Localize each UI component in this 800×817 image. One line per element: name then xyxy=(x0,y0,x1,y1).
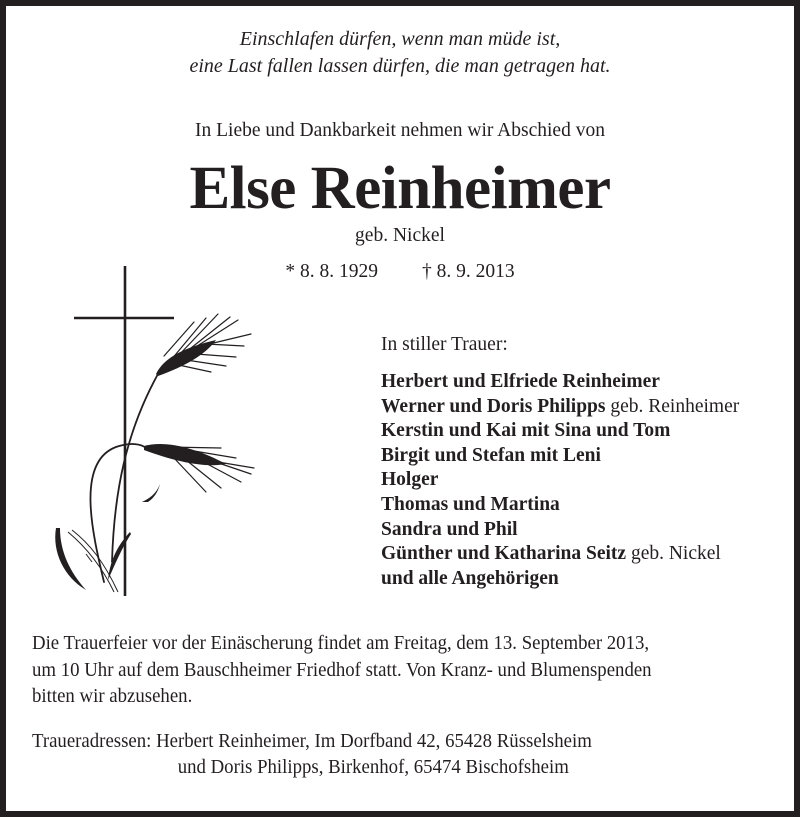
mourner-name: Kerstin und Kai mit Sina und Tom xyxy=(381,420,671,442)
deceased-name: Else Reinheimer xyxy=(189,155,611,222)
mourner-note: geb. Reinheimer xyxy=(605,395,740,417)
address-line-2: und Doris Philipps, Birkenhof, 65474 Bischofsheim xyxy=(177,756,569,778)
mourner-row xyxy=(381,370,739,395)
intro-text: In Liebe und Dankbarkeit nehmen wir Abschied von xyxy=(195,120,605,141)
birth-date: * 8. 8. 1929 xyxy=(285,261,378,282)
mourner-row xyxy=(381,468,739,493)
maiden-name: geb. Nickel xyxy=(355,225,445,246)
mourner-name: und alle Angehörigen xyxy=(381,567,559,589)
notice-line-1: Die Trauerfeier vor der Einäscherung findet am Freitag, dem 13. September 2013, xyxy=(32,632,650,654)
mourner-row xyxy=(381,518,739,543)
death-date: † 8. 9. 2013 xyxy=(422,261,515,282)
mourners-heading: In stiller Trauer: xyxy=(381,334,508,355)
address-line-1: Traueradressen: Herbert Reinheimer, Im Dorfband 42, 65428 Rüsselsheim xyxy=(32,730,592,752)
mourner-row xyxy=(381,419,739,444)
mourner-row xyxy=(381,493,739,518)
motto-line-1: Einschlafen dürfen, wenn man müde ist, xyxy=(239,28,561,50)
mourner-name: Holger xyxy=(381,469,439,491)
mourners-list xyxy=(381,333,739,591)
mourner-name: Herbert und Elfriede Reinheimer xyxy=(381,371,660,392)
cross-with-wheat-icon xyxy=(46,262,266,602)
notice-line-2: um 10 Uhr auf dem Bauschheimer Friedhof statt. Von Kranz- und Blumenspenden xyxy=(32,658,652,681)
mourner-row xyxy=(381,542,739,567)
notice-line-3: bitten wir abzusehen. xyxy=(32,685,193,707)
mourner-row xyxy=(381,444,739,469)
mourner-row xyxy=(381,395,739,420)
mourner-name: Werner und Doris Philipps xyxy=(381,395,606,417)
motto-quote xyxy=(6,26,794,80)
mourner-name: Thomas und Martina xyxy=(381,493,560,515)
mourning-addresses xyxy=(32,728,592,780)
motto-line-2: eine Last fallen lassen dürfen, die man getragen hat. xyxy=(189,55,611,77)
mourner-name: Günther und Katharina Seitz xyxy=(381,543,627,565)
mourner-name: Sandra und Phil xyxy=(381,518,518,540)
mourner-name: Birgit und Stefan mit Leni xyxy=(381,444,601,466)
mourner-row xyxy=(381,567,739,592)
funeral-notice xyxy=(32,630,746,710)
mourner-note: geb. Nickel xyxy=(626,543,721,565)
